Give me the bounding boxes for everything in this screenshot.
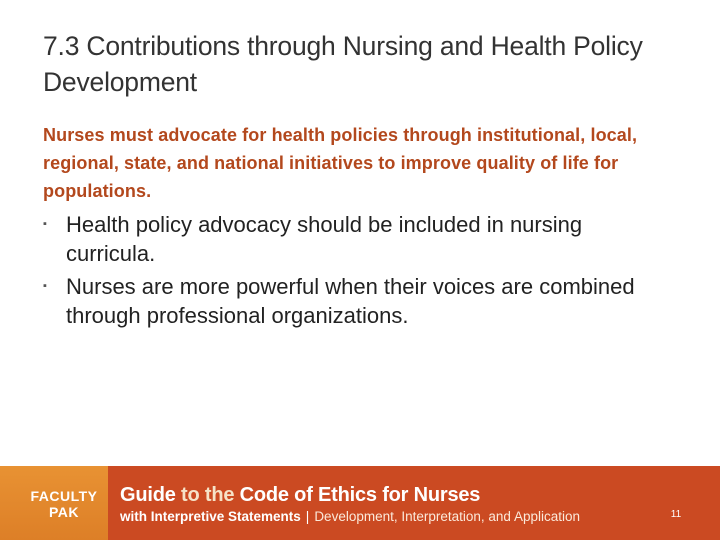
faculty-pak-text — [24, 488, 104, 520]
guide-subtitle-part-2: Development, Interpretation, and Application — [314, 509, 580, 524]
guide-subtitle-part-1: with Interpretive Statements — [120, 509, 301, 524]
slide-title: 7.3 Contributions through Nursing and Health Policy Development — [43, 31, 643, 97]
faculty-pak-logo — [0, 466, 108, 540]
footer-banner — [0, 466, 720, 540]
bullet-text: Nurses are more powerful when their voices are combined through professional organizations. — [66, 274, 635, 328]
bullet-item — [43, 272, 663, 330]
guide-subtitle-separator: | — [305, 509, 310, 524]
guide-title-part-3: Code of Ethics for Nurses — [239, 484, 481, 506]
bullet-square-icon: ▪ — [43, 280, 47, 292]
guide-subtitle — [120, 508, 640, 526]
bullet-item — [43, 210, 663, 268]
faculty-line-1: FACULTY — [30, 488, 98, 504]
bullet-square-icon: ▪ — [43, 218, 47, 230]
guide-title — [120, 483, 600, 507]
page-number: 11 — [670, 509, 682, 520]
bullet-text: Health policy advocacy should be included in nursing curricula. — [66, 212, 583, 266]
guide-title-part-2: to the — [175, 484, 240, 506]
bullet-list — [43, 210, 663, 334]
guide-title-part-1: Guide — [120, 484, 176, 506]
faculty-line-2: PAK — [48, 504, 80, 520]
lead-paragraph: Nurses must advocate for health policies through institutional, local, regional, state, and national initiatives to improve quality of life for populations. — [43, 125, 638, 201]
